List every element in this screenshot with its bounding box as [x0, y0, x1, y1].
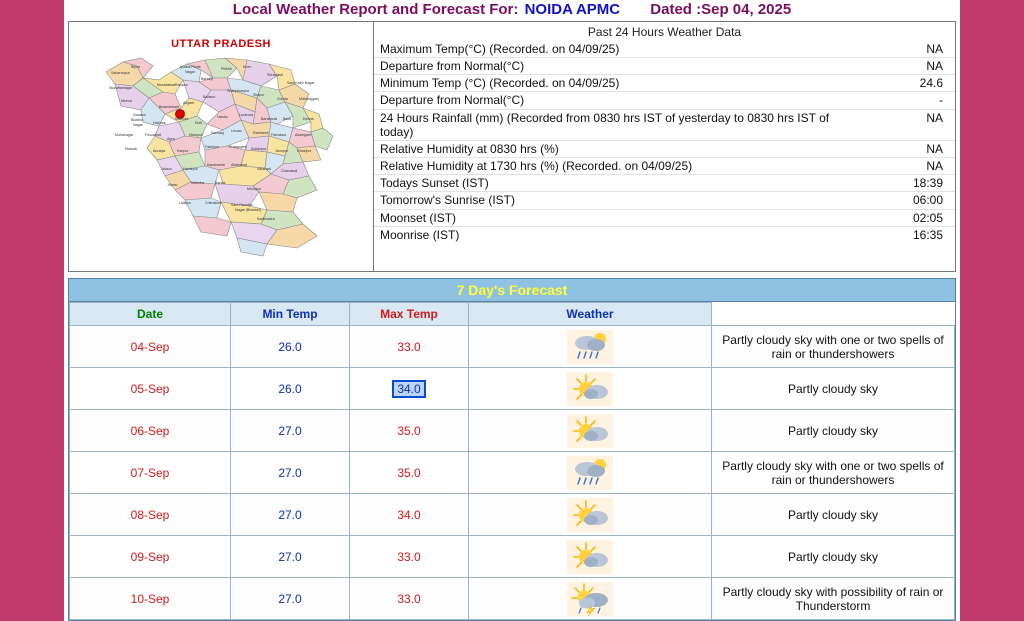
forecast-max-temp: 35.0 [350, 410, 469, 452]
table-row [374, 75, 955, 92]
forecast-min-temp: 27.0 [231, 410, 350, 452]
svg-text:Hathras: Hathras [153, 121, 166, 125]
forecast-min-temp: 26.0 [231, 326, 350, 368]
row-value: NA [926, 42, 943, 56]
past-24-heading: Past 24 Hours Weather Data [587, 25, 742, 39]
svg-text:Buddha: Buddha [131, 118, 144, 122]
weather-icon-cell [469, 494, 712, 536]
svg-text:Mathura: Mathura [175, 117, 189, 121]
forecast-date: 05-Sep [70, 368, 231, 410]
forecast-max-temp: 35.0 [350, 452, 469, 494]
svg-text:Jyotiba Phule: Jyotiba Phule [179, 65, 201, 69]
sun-cloud-icon [567, 540, 613, 574]
svg-text:Gautam: Gautam [133, 113, 146, 117]
rain-cloud-icon [567, 330, 613, 364]
svg-text:Mahoba: Mahoba [191, 181, 204, 185]
sun-cloud-icon [567, 414, 613, 448]
svg-text:Jalaun: Jalaun [161, 167, 172, 171]
row-label: 24 Hours Rainfall (mm) (Recorded from 0830 hrs IST of yesterday to 0830 hrs IST of today) [380, 110, 830, 139]
row-value: NA [926, 141, 943, 156]
svg-text:Sonbhadra: Sonbhadra [257, 217, 275, 221]
svg-text:Sant Ravidas: Sant Ravidas [231, 203, 253, 207]
forecast-max-temp: 34.0 [350, 494, 469, 536]
row-value: NA [926, 110, 943, 125]
forecast-min-temp: 27.0 [231, 536, 350, 578]
forecast-max-temp-selected[interactable]: 34.0 [394, 382, 423, 396]
top-section [68, 21, 956, 272]
svg-text:Etawah: Etawah [125, 147, 137, 151]
weather-icon-cell [469, 452, 712, 494]
table-row [70, 578, 955, 620]
map-image [71, 24, 371, 269]
svg-text:Ghazipur: Ghazipur [297, 149, 312, 153]
svg-text:Nagar: Nagar [133, 123, 143, 127]
svg-text:Shrawasti: Shrawasti [267, 73, 283, 77]
svg-text:Gonda: Gonda [277, 97, 288, 101]
svg-text:Hamirpur: Hamirpur [183, 167, 198, 171]
forecast-weather-text: Partly cloudy sky with possibility of rain or Thunderstorm [712, 578, 955, 620]
table-row [374, 226, 955, 243]
forecast-date: 06-Sep [70, 410, 231, 452]
row-value: 18:39 [912, 176, 943, 191]
row-value: 02:05 [912, 210, 943, 225]
svg-text:Unnao: Unnao [231, 129, 242, 133]
forecast-header-row [70, 303, 955, 326]
row-value: NA [926, 59, 943, 74]
column-header-min-temp: Min Temp [231, 303, 350, 326]
row-value: 24.6 [919, 76, 943, 91]
svg-text:Mohanagar: Mohanagar [115, 133, 134, 137]
weather-icon-cell [469, 410, 712, 452]
svg-text:Azamgarh: Azamgarh [295, 133, 312, 137]
table-row [70, 536, 955, 578]
weather-icon-cell [469, 326, 712, 368]
row-label: Todays Sunset (IST) [380, 176, 489, 191]
page-title-prefix: Local Weather Report and Forecast For: [232, 1, 519, 18]
svg-text:Varanasi: Varanasi [257, 167, 271, 171]
row-value: - [939, 93, 943, 108]
sun-cloud-icon [567, 498, 613, 532]
svg-text:Saharanpur: Saharanpur [111, 71, 130, 75]
svg-text:Fatehpur: Fatehpur [205, 145, 220, 149]
row-label: Departure from Normal(°C) [380, 93, 525, 108]
sun-cloud-icon [567, 372, 613, 406]
forecast-date: 07-Sep [70, 452, 231, 494]
svg-text:Kaushambi: Kaushambi [207, 163, 225, 167]
svg-text:Raebareli: Raebareli [253, 131, 269, 135]
svg-text:Maharajganj: Maharajganj [299, 97, 319, 101]
forecast-min-temp: 27.0 [231, 494, 350, 536]
column-header-weather: Weather [469, 303, 712, 326]
svg-text:Banda: Banda [215, 181, 226, 185]
svg-text:Kheri: Kheri [243, 65, 252, 69]
table-row [374, 209, 955, 226]
svg-text:Aligarh: Aligarh [183, 101, 195, 105]
svg-text:Firozabad: Firozabad [145, 133, 161, 137]
svg-text:Barabanki: Barabanki [261, 117, 278, 121]
column-header-max-temp: Max Temp [350, 303, 469, 326]
forecast-table [69, 302, 955, 620]
svg-text:Pilibhit: Pilibhit [221, 67, 232, 71]
svg-text:Nagar: Nagar [185, 70, 195, 74]
svg-text:Kanpur: Kanpur [177, 149, 189, 153]
svg-text:Allahabad: Allahabad [231, 163, 247, 167]
svg-text:Lalitpur: Lalitpur [179, 201, 191, 205]
report-date: Dated :Sep 04, 2025 [650, 1, 792, 18]
forecast-min-temp: 27.0 [231, 452, 350, 494]
map-state-label: UTTAR PRADESH [171, 38, 271, 50]
svg-text:Auraiya: Auraiya [153, 149, 166, 153]
forecast-title: 7 Day's Forecast [69, 279, 955, 302]
svg-text:Moradabad: Moradabad [157, 83, 176, 87]
table-row [70, 326, 955, 368]
uttar-pradesh-map-icon [71, 24, 371, 269]
table-row [374, 175, 955, 192]
svg-text:Deoria: Deoria [303, 117, 314, 121]
forecast-section [68, 278, 956, 621]
table-row [374, 41, 955, 58]
forecast-date: 09-Sep [70, 536, 231, 578]
svg-text:Faizabad: Faizabad [271, 133, 286, 137]
forecast-max-temp: 33.0 [350, 536, 469, 578]
table-row [374, 92, 955, 109]
table-row [374, 109, 955, 140]
svg-text:Shahjahanpur: Shahjahanpur [227, 89, 250, 93]
row-label: Tomorrow's Sunrise (IST) [380, 193, 515, 208]
svg-text:Sitapur: Sitapur [253, 93, 265, 97]
svg-text:Bulandshahr: Bulandshahr [159, 105, 180, 109]
row-value: 16:35 [912, 227, 943, 242]
forecast-weather-text: Partly cloudy sky [712, 536, 955, 578]
forecast-date: 04-Sep [70, 326, 231, 368]
svg-text:Nagar (Bhadohi): Nagar (Bhadohi) [235, 208, 262, 212]
svg-text:Badaun: Badaun [203, 95, 216, 99]
forecast-date: 10-Sep [70, 578, 231, 620]
svg-text:Pratapgarh: Pratapgarh [229, 145, 247, 149]
svg-text:Sultanpur: Sultanpur [251, 147, 267, 151]
forecast-weather-text: Partly cloudy sky [712, 368, 955, 410]
column-header-date: Date [70, 303, 231, 326]
svg-text:Jaunpur: Jaunpur [275, 149, 288, 153]
svg-text:Agra: Agra [167, 137, 175, 141]
svg-text:Kannauj: Kannauj [211, 131, 225, 135]
svg-text:Mirzapur: Mirzapur [247, 187, 261, 191]
report-page [64, 0, 960, 621]
state-map-cell [69, 22, 374, 271]
forecast-max-temp-cell[interactable] [350, 368, 469, 410]
forecast-weather-text: Partly cloudy sky with one or two spells of rain or thundershowers [712, 452, 955, 494]
svg-text:Rampur: Rampur [175, 83, 188, 87]
row-value: 06:00 [912, 193, 943, 208]
svg-text:Chitrakoot: Chitrakoot [205, 201, 222, 205]
table-row [374, 140, 955, 157]
forecast-min-temp: 27.0 [231, 578, 350, 620]
table-row [374, 192, 955, 209]
svg-text:Hardoi: Hardoi [217, 115, 228, 119]
forecast-weather-text: Partly cloudy sky with one or two spells of rain or thundershowers [712, 326, 955, 368]
page-title [64, 0, 960, 21]
table-row [374, 58, 955, 75]
svg-text:Sant Kabir Nagar: Sant Kabir Nagar [287, 81, 315, 85]
svg-text:Muzaffarnagar: Muzaffarnagar [109, 86, 133, 90]
table-row [70, 452, 955, 494]
table-row [70, 494, 955, 536]
table-row [70, 368, 955, 410]
row-label: Relative Humidity at 1730 hrs (%) (Recorded. on 04/09/25) [380, 159, 693, 174]
svg-text:Bijnor: Bijnor [131, 65, 141, 69]
forecast-min-temp: 26.0 [231, 368, 350, 410]
svg-text:Meerut: Meerut [121, 99, 133, 103]
past-24-hours-panel [374, 22, 955, 271]
forecast-date: 08-Sep [70, 494, 231, 536]
svg-text:Bareilly: Bareilly [201, 77, 213, 81]
row-label: Minimum Temp (°C) (Recorded. on 04/09/25) [380, 76, 620, 91]
forecast-max-temp: 33.0 [350, 326, 469, 368]
forecast-max-temp: 33.0 [350, 578, 469, 620]
svg-text:Mainpuri: Mainpuri [189, 133, 203, 137]
past-24-table [374, 41, 955, 243]
row-label: Departure from Normal(°C) [380, 59, 525, 74]
svg-text:Lucknow: Lucknow [239, 113, 254, 117]
table-row [70, 410, 955, 452]
weather-icon-cell [469, 536, 712, 578]
weather-icon-cell [469, 578, 712, 620]
thunderstorm-icon [567, 582, 613, 616]
row-label: Maximum Temp(°C) (Recorded. on 04/09/25) [380, 42, 620, 56]
forecast-weather-text: Partly cloudy sky [712, 410, 955, 452]
weather-icon-cell [469, 368, 712, 410]
svg-text:Etah: Etah [195, 121, 203, 125]
svg-text:Basti: Basti [283, 117, 291, 121]
rain-cloud-icon [567, 456, 613, 490]
row-label: Moonset (IST) [380, 210, 457, 225]
forecast-weather-text: Partly cloudy sky [712, 494, 955, 536]
svg-text:Chandauli: Chandauli [281, 169, 298, 173]
row-label: Relative Humidity at 0830 hrs (%) [380, 141, 559, 156]
row-value: NA [926, 159, 943, 174]
row-label: Moonrise (IST) [380, 227, 460, 242]
svg-text:Jhansi: Jhansi [167, 183, 178, 187]
station-name: NOIDA APMC [524, 1, 621, 18]
table-row [374, 158, 955, 175]
